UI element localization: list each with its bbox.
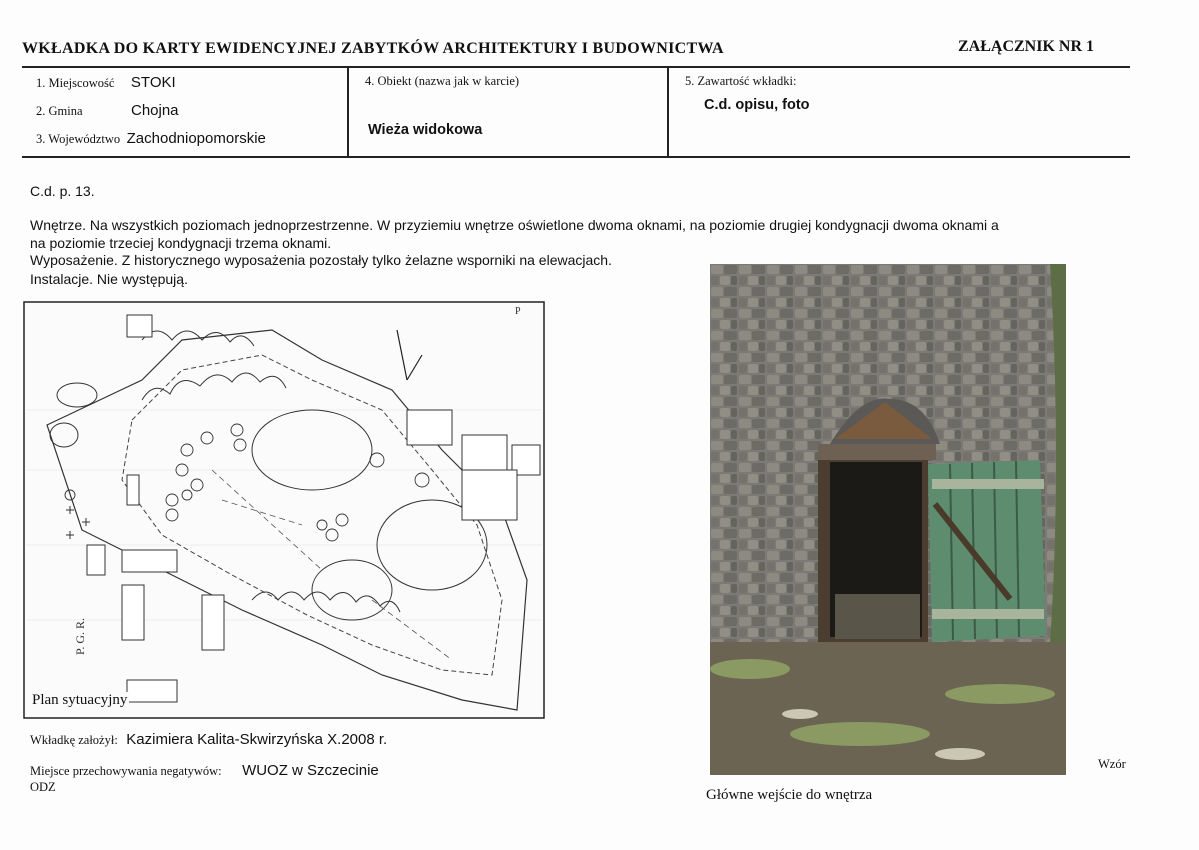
continuation-note: C.d. p. 13. [30, 183, 95, 199]
header-top-rule [22, 66, 1130, 68]
negatywy-label: Miejsce przechowywania negatywów: [30, 764, 222, 778]
column-divider-2 [667, 67, 669, 157]
instalacje-text: Instalacje. Nie występują. [30, 271, 188, 287]
footer-negatywy [30, 762, 379, 780]
paragraph-line-2: na poziomie trzeciej kondygnacji trzema oknami. [30, 235, 332, 251]
header-bottom-rule [22, 156, 1130, 158]
site-plan [22, 300, 546, 720]
wyposazenie-text: Wyposażenie. Z historycznego wyposażenia pozostały tylko żelazne wsporniki na elewacjach. [30, 252, 612, 268]
field-value: Zachodniopomorskie [126, 130, 266, 147]
document-title: WKŁADKA DO KARTY EWIDENCYJNEJ ZABYTKÓW ARCHITEKTURY I BUDOWNICTWA [22, 40, 724, 57]
field-label: 3. Województwo [36, 132, 121, 146]
plan-caption: Plan sytuacyjny [32, 692, 128, 708]
north-label: P [515, 306, 521, 317]
field-obiekt-label: 4. Obiekt (nazwa jak w karcie) [365, 74, 520, 88]
field-wojewodztwo [36, 130, 266, 148]
photo-illustration [710, 264, 1066, 775]
negatywy-value: WUOZ w Szczecinie [242, 762, 379, 779]
footer-zalozyl [30, 731, 387, 749]
annex-number: ZAŁĄCZNIK NR 1 [958, 38, 1095, 55]
wzor-label: Wzór [1098, 757, 1126, 771]
zalozyl-label: Wkładkę założył: [30, 733, 118, 747]
odz-label: ODZ [30, 780, 56, 794]
field-label: 1. Miejscowość [36, 76, 115, 90]
field-value: Chojna [130, 102, 179, 119]
field-label: 2. Gmina [36, 104, 83, 118]
pgr-label: P. G. R. [73, 617, 87, 655]
tower-entrance-photo [710, 264, 1066, 775]
field-value: STOKI [130, 74, 176, 91]
site-plan-drawing [22, 300, 546, 720]
field-zawartosc-value: C.d. opisu, foto [704, 97, 810, 113]
field-miejscowosc [36, 74, 176, 92]
field-obiekt-value: Wieża widokowa [368, 122, 483, 138]
field-gmina [36, 102, 179, 120]
column-divider-1 [347, 67, 349, 157]
field-zawartosc-label: 5. Zawartość wkładki: [685, 74, 797, 88]
photo-caption: Główne wejście do wnętrza [706, 787, 873, 803]
zalozyl-value: Kazimiera Kalita-Skwirzyńska X.2008 r. [126, 731, 388, 748]
paragraph-line-1: Wnętrze. Na wszystkich poziomach jednoprzestrzenne. W przyziemiu wnętrze oświetlone dwoma oknami, na poziomie drugiej kondygnacji dwoma oknami a [30, 217, 999, 233]
